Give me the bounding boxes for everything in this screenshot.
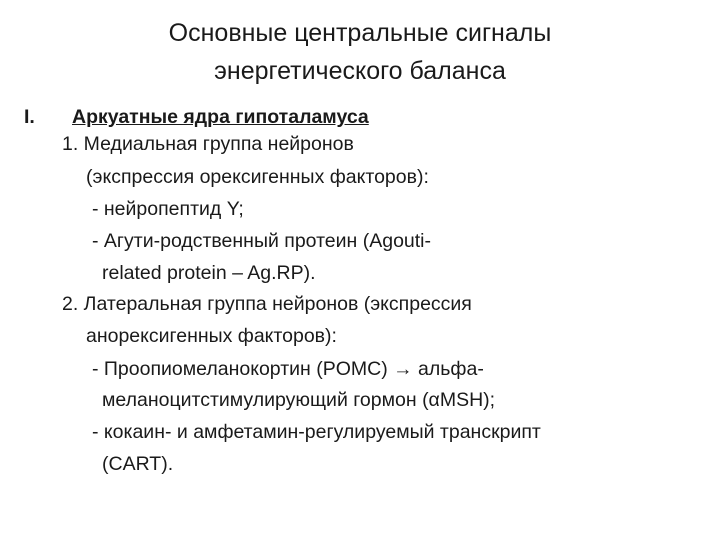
list-item-cart: - кокаин- и амфетамин-регулируемый транскрипт (92, 421, 541, 443)
title-line-2: энергетического баланса (214, 57, 506, 85)
list-item-npy: - нейропептид Y; (92, 198, 244, 220)
list-item-medial-group: 1. Медиальная группа нейронов (62, 133, 354, 155)
list-item-pomc: - Проопиомеланокортин (POMC) → альфа- (92, 358, 484, 380)
list-item-agrp: - Агути-родственный протеин (Agouti- (92, 230, 432, 252)
list-item-lateral-group: 2. Латеральная группа нейронов (экспрессия (62, 293, 472, 315)
list-item-agrp-continued: related protein – Ag.RP). (102, 262, 316, 284)
list-item-pomc-continued: меланоцитстимулирующий гормон (αMSH); (102, 389, 496, 411)
title-line-1: Основные центральные сигналы (168, 19, 552, 47)
slide-title (60, 14, 660, 90)
list-item-medial-description: (экспрессия орексигенных факторов): (86, 166, 429, 188)
list-item-cart-continued: (CART). (102, 453, 174, 475)
list-item-lateral-description: анорексигенных факторов): (86, 325, 337, 347)
section-number: I. (24, 106, 35, 128)
section-heading: Аркуатные ядра гипоталамуса (72, 106, 369, 128)
